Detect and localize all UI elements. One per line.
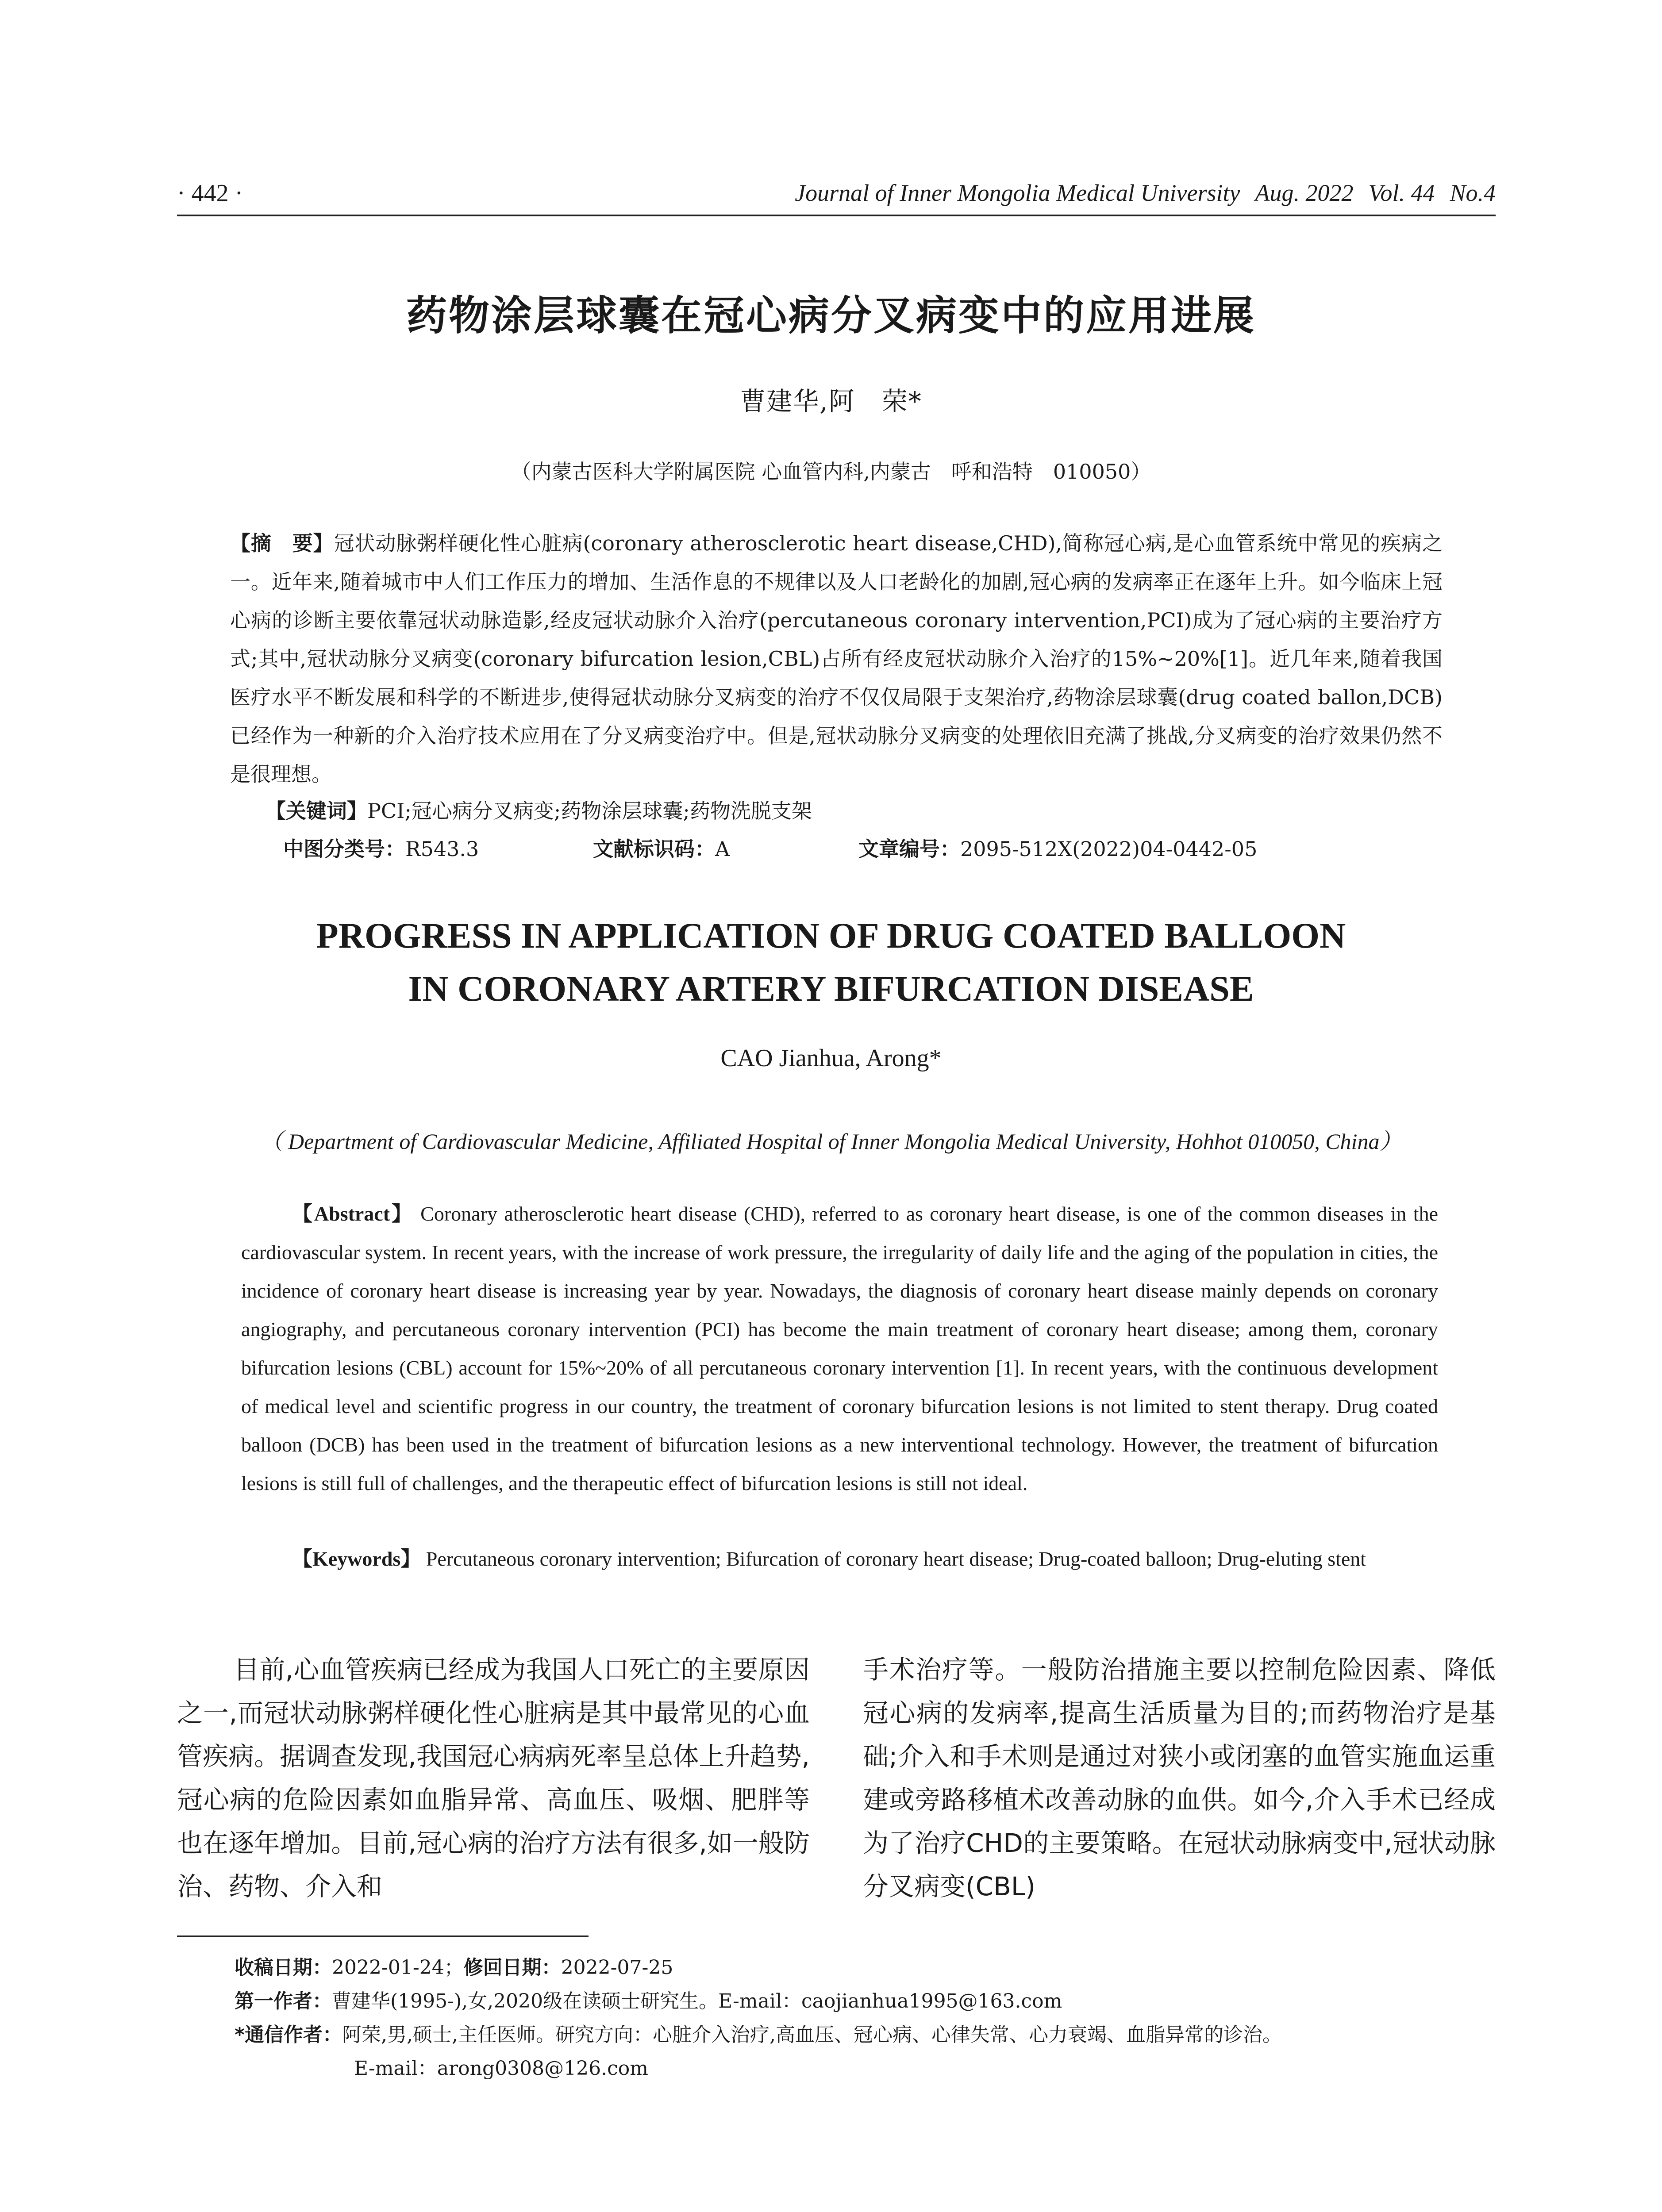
- article-number: 文章编号：2095-512X(2022)04-0442-05: [858, 837, 1258, 861]
- corresponding-author-line: *通信作者：阿荣,男,硕士,主任医师。研究方向：心脏介入治疗,高血压、冠心病、心律失常、心力衰竭、血脂异常的诊治。: [235, 2024, 1282, 2046]
- document-code: 文献标识码：A: [593, 837, 730, 861]
- english-affiliation: （ Department of Cardiovascular Medicine, Affiliated Hospital of Inner Mongolia Medical University, Hohhot 010050, China）: [260, 1129, 1402, 1154]
- chinese-abstract: [230, 524, 1443, 794]
- page-number: · 442 ·: [177, 180, 243, 207]
- english-title: [0, 909, 1662, 1015]
- journal-info: [780, 179, 1496, 207]
- chinese-abstract-text: 冠状动脉粥样硬化性心脏病(coronary atherosclerotic heart disease,CHD),简称冠心病,是心血管系统中常见的疾病之一。近年来,随着城市中人们工作压力的增加、生活作息的不规律以及人口老龄化的加剧,冠心病的发病率正在逐年上升。如今临床上冠心病的诊断主要依靠冠状动脉造影,经皮冠状动脉介入治疗(percutaneous coronary intervention,PCI)成为了冠心病的主要治疗方式;其中,冠状动脉分叉病变(coronary bifurcation lesion,CBL)占所有经皮冠状动脉介入治疗的15%~20%[1]。近几年来,随着我国医疗水平不断发展和科学的不断进步,使得冠状动脉分叉病变的治疗不仅仅局限于支架治疗,药物涂层球囊(drug coated ballon,DCB)已经作为一种新的介入治疗技术应用在了分叉病变治疗中。但是,冠状动脉分叉病变的处理依旧充满了挑战,分叉病变的治疗效果仍然不是很理想。: [230, 531, 1443, 786]
- chinese-title: 药物涂层球囊在冠心病分叉病变中的应用进展: [406, 292, 1256, 339]
- chinese-abstract-label: 【摘 要】: [230, 531, 334, 555]
- corresponding-email: E-mail：arong0308@126.com: [354, 2057, 648, 2080]
- english-abstract: [241, 1194, 1438, 1502]
- volume: Vol. 44: [1368, 180, 1435, 206]
- english-abstract-label: 【Abstract】: [292, 1202, 414, 1225]
- footnotes: [235, 1951, 1518, 2085]
- issue-date: Aug. 2022: [1255, 180, 1354, 206]
- english-title-line-2: IN CORONARY ARTERY BIFURCATION DISEASE: [408, 968, 1254, 1009]
- journal-name: Journal of Inner Mongolia Medical University: [795, 180, 1240, 206]
- english-keywords: [241, 1540, 1438, 1578]
- chinese-affiliation: （内蒙古医科大学附属医院 心血管内科,内蒙古 呼和浩特 010050）: [511, 460, 1151, 484]
- english-title-line-1: PROGRESS IN APPLICATION OF DRUG COATED BALLOON: [316, 915, 1346, 956]
- issue-number: No.4: [1450, 180, 1496, 206]
- chinese-keywords-label: 【关键词】: [265, 799, 367, 823]
- english-abstract-text: Coronary atherosclerotic heart disease (CHD), referred to as coronary heart disease, is one of the common diseases in the cardiovascular system. In recent years, with the increase of work pressure, the irregularity of daily life and the aging of the population in cities, the incidence of coronary heart disease is increasing year by year. Nowadays, the diagnosis of coronary heart disease mainly depends on coronary angiography, and percutaneous coronary intervention (PCI) has become the main treatment of coronary heart disease; among them, coronary bifurcation lesions (CBL) account for 15%~20% of all percutaneous coronary intervention [1]. In recent years, with the continuous development of medical level and scientific progress in our country, the treatment of coronary bifurcation lesions is not limited to stent therapy. Drug coated balloon (DCB) has been used in the treatment of bifurcation lesions as a new interventional technology. However, the treatment of bifurcation lesions is still full of challenges, and the therapeutic effect of bifurcation lesions is still not ideal.: [241, 1202, 1438, 1494]
- english-keywords-text: Percutaneous coronary intervention; Bifurcation of coronary heart disease; Drug-coated balloon; Drug-eluting stent: [421, 1548, 1366, 1570]
- body-column-right: 手术治疗等。一般防治措施主要以控制危险因素、降低冠心病的发病率,提高生活质量为目的;而药物治疗是基础;介入和手术则是通过对狭小或闭塞的血管实施血运重建或旁路移植术改善动脉的血供。如今,介入手术已经成为了治疗CHD的主要策略。在冠状动脉病变中,冠状动脉分叉病变(CBL): [863, 1655, 1496, 1901]
- chinese-authors: 曹建华,阿 荣*: [740, 386, 922, 416]
- english-authors: CAO Jianhua, Arong*: [720, 1045, 942, 1072]
- classification-line: [283, 830, 1434, 870]
- dates-line: 收稿日期：2022-01-24；修回日期：2022-07-25: [235, 1956, 673, 1979]
- chinese-keywords-text: PCI;冠心病分叉病变;药物涂层球囊;药物洗脱支架: [367, 799, 812, 823]
- header-rule: [177, 215, 1496, 216]
- first-author-line: 第一作者：曹建华(1995-),女,2020级在读硕士研究生。E-mail：caojianhua1995@163.com: [235, 1990, 1062, 2012]
- body-column-left: 目前,心血管疾病已经成为我国人口死亡的主要原因之一,而冠状动脉粥样硬化性心脏病是其中最常见的心血管疾病。据调查发现,我国冠心病病死率呈总体上升趋势,冠心病的危险因素如血脂异常、高血压、吸烟、肥胖等也在逐年增加。目前,冠心病的治疗方法有很多,如一般防治、药物、介入和: [177, 1655, 810, 1901]
- chinese-keywords: [265, 792, 1443, 830]
- clc-number: 中图分类号：R543.3: [283, 837, 479, 861]
- english-keywords-label: 【Keywords】: [292, 1548, 421, 1570]
- running-header: [177, 175, 1496, 215]
- footnote-rule: [177, 1936, 589, 1937]
